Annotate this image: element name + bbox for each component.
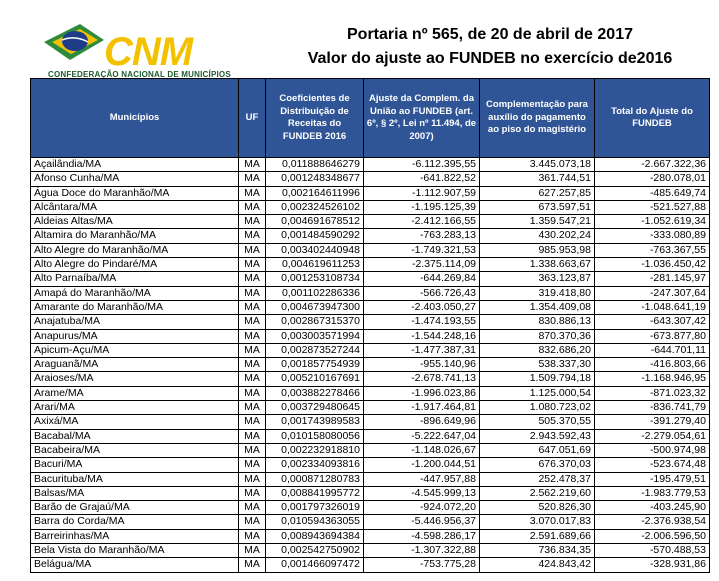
table-row <box>31 272 710 286</box>
cell-complementacao: 505.370,55 <box>480 415 595 429</box>
cell-municipio: Anajatuba/MA <box>31 315 239 329</box>
cell-coeficiente: 0,002164611996 <box>266 186 364 200</box>
cell-complementacao: 3.445.073,18 <box>480 158 595 172</box>
cell-uf: MA <box>239 229 266 243</box>
cell-coeficiente: 0,008943694384 <box>266 529 364 543</box>
cell-ajuste: -1.200.044,51 <box>364 458 480 472</box>
cell-municipio: Barreirinhas/MA <box>31 529 239 543</box>
table-row <box>31 315 710 329</box>
cell-complementacao: 870.370,36 <box>480 329 595 343</box>
cell-uf: MA <box>239 329 266 343</box>
table-row <box>31 358 710 372</box>
cell-total: -521.527,88 <box>595 200 710 214</box>
cell-uf: MA <box>239 458 266 472</box>
cell-coeficiente: 0,001466097472 <box>266 558 364 572</box>
fundeb-table <box>30 78 710 573</box>
cell-ajuste: -2.678.741,13 <box>364 372 480 386</box>
cell-complementacao: 1.338.663,67 <box>480 258 595 272</box>
col-header-total: Total do Ajuste do FUNDEB <box>595 79 710 158</box>
cell-ajuste: -2.403.050,27 <box>364 300 480 314</box>
table-row <box>31 158 710 172</box>
cell-total: -485.649,74 <box>595 186 710 200</box>
cell-complementacao: 430.202,24 <box>480 229 595 243</box>
cell-complementacao: 424.843,42 <box>480 558 595 572</box>
cell-coeficiente: 0,001248348677 <box>266 172 364 186</box>
cell-uf: MA <box>239 443 266 457</box>
table-row <box>31 486 710 500</box>
cell-total: -280.078,01 <box>595 172 710 186</box>
cell-municipio: Alto Alegre do Pindaré/MA <box>31 258 239 272</box>
cell-municipio: Água Doce do Maranhão/MA <box>31 186 239 200</box>
document-title: Portaria nº 565, de 20 de abril de 2017 <box>347 26 633 43</box>
cell-uf: MA <box>239 558 266 572</box>
cell-total: -2.376.938,54 <box>595 515 710 529</box>
table-header-row <box>31 79 710 158</box>
table-row <box>31 186 710 200</box>
cell-complementacao: 3.070.017,83 <box>480 515 595 529</box>
cell-ajuste: -2.375.114,09 <box>364 258 480 272</box>
cell-coeficiente: 0,010594363055 <box>266 515 364 529</box>
cell-coeficiente: 0,001484590292 <box>266 229 364 243</box>
cell-municipio: Arame/MA <box>31 386 239 400</box>
cell-coeficiente: 0,003729480645 <box>266 401 364 415</box>
cell-complementacao: 1.509.794,18 <box>480 372 595 386</box>
cell-uf: MA <box>239 515 266 529</box>
cell-total: -1.036.450,42 <box>595 258 710 272</box>
col-header-municipios: Municípios <box>31 79 239 158</box>
cell-total: -391.279,40 <box>595 415 710 429</box>
cell-coeficiente: 0,001743989583 <box>266 415 364 429</box>
cell-complementacao: 319.418,80 <box>480 286 595 300</box>
cell-complementacao: 627.257,85 <box>480 186 595 200</box>
cell-coeficiente: 0,004619611253 <box>266 258 364 272</box>
cell-uf: MA <box>239 300 266 314</box>
cell-uf: MA <box>239 429 266 443</box>
cell-coeficiente: 0,002232918810 <box>266 443 364 457</box>
cell-coeficiente: 0,005210167691 <box>266 372 364 386</box>
table-row <box>31 200 710 214</box>
table-row <box>31 415 710 429</box>
table-row <box>31 372 710 386</box>
cell-municipio: Arari/MA <box>31 401 239 415</box>
cell-coeficiente: 0,002542750902 <box>266 544 364 558</box>
cell-uf: MA <box>239 158 266 172</box>
cell-uf: MA <box>239 486 266 500</box>
cell-municipio: Alto Parnaíba/MA <box>31 272 239 286</box>
cell-coeficiente: 0,008841995772 <box>266 486 364 500</box>
cell-uf: MA <box>239 315 266 329</box>
cell-coeficiente: 0,002324526102 <box>266 200 364 214</box>
cell-municipio: Barra do Corda/MA <box>31 515 239 529</box>
cell-total: -570.488,53 <box>595 544 710 558</box>
table-row <box>31 458 710 472</box>
cell-uf: MA <box>239 501 266 515</box>
cell-uf: MA <box>239 343 266 357</box>
cell-uf: MA <box>239 358 266 372</box>
cell-uf: MA <box>239 172 266 186</box>
cell-ajuste: -447.957,88 <box>364 472 480 486</box>
cell-complementacao: 832.686,20 <box>480 343 595 357</box>
cell-complementacao: 736.834,35 <box>480 544 595 558</box>
cell-complementacao: 1.354.409,08 <box>480 300 595 314</box>
cell-total: -281.145,97 <box>595 272 710 286</box>
table-row <box>31 529 710 543</box>
cnm-logo <box>40 20 231 82</box>
cell-coeficiente: 0,000871280783 <box>266 472 364 486</box>
cell-total: -1.052.619,34 <box>595 215 710 229</box>
cell-coeficiente: 0,002873527244 <box>266 343 364 357</box>
cell-total: -333.080,89 <box>595 229 710 243</box>
cell-municipio: Araguanã/MA <box>31 358 239 372</box>
cell-total: -643.307,42 <box>595 315 710 329</box>
cell-ajuste: -4.598.286,17 <box>364 529 480 543</box>
cell-ajuste: -1.148.026,67 <box>364 443 480 457</box>
table-row <box>31 558 710 572</box>
cell-uf: MA <box>239 372 266 386</box>
brazil-flag-icon <box>40 20 110 70</box>
cell-ajuste: -641.822,52 <box>364 172 480 186</box>
table-row <box>31 501 710 515</box>
cell-total: -836.741,79 <box>595 401 710 415</box>
cell-total: -523.674,48 <box>595 458 710 472</box>
cell-complementacao: 2.943.592,43 <box>480 429 595 443</box>
cell-complementacao: 985.953,98 <box>480 243 595 257</box>
cell-uf: MA <box>239 415 266 429</box>
cell-ajuste: -955.140,96 <box>364 358 480 372</box>
cell-total: -195.479,51 <box>595 472 710 486</box>
cell-uf: MA <box>239 272 266 286</box>
cell-municipio: Axixá/MA <box>31 415 239 429</box>
cell-coeficiente: 0,001253108734 <box>266 272 364 286</box>
cell-complementacao: 1.125.000,54 <box>480 386 595 400</box>
col-header-complementacao: Complementação para auxílio do pagamento ao piso do magistério <box>480 79 595 158</box>
col-header-coeficientes: Coeficientes de Distribuição de Receitas do FUNDEB 2016 <box>266 79 364 158</box>
cell-coeficiente: 0,003402440948 <box>266 243 364 257</box>
cell-municipio: Apicum-Açu/MA <box>31 343 239 357</box>
table-row <box>31 472 710 486</box>
cell-complementacao: 361.744,51 <box>480 172 595 186</box>
cell-municipio: Anapurus/MA <box>31 329 239 343</box>
cell-municipio: Araioses/MA <box>31 372 239 386</box>
cell-municipio: Balsas/MA <box>31 486 239 500</box>
cell-coeficiente: 0,001102286336 <box>266 286 364 300</box>
cell-municipio: Açailândia/MA <box>31 158 239 172</box>
table-row <box>31 229 710 243</box>
cell-total: -403.245,90 <box>595 501 710 515</box>
cell-coeficiente: 0,001797326019 <box>266 501 364 515</box>
cell-total: -763.367,55 <box>595 243 710 257</box>
cell-uf: MA <box>239 258 266 272</box>
cell-ajuste: -924.072,20 <box>364 501 480 515</box>
cell-complementacao: 2.562.219,60 <box>480 486 595 500</box>
cell-coeficiente: 0,002867315370 <box>266 315 364 329</box>
table-row <box>31 300 710 314</box>
cell-uf: MA <box>239 186 266 200</box>
cell-ajuste: -1.112.907,59 <box>364 186 480 200</box>
cell-ajuste: -4.545.999,13 <box>364 486 480 500</box>
cell-ajuste: -1.749.321,53 <box>364 243 480 257</box>
cell-ajuste: -1.996.023,86 <box>364 386 480 400</box>
table-row <box>31 401 710 415</box>
cell-uf: MA <box>239 243 266 257</box>
cell-uf: MA <box>239 401 266 415</box>
cell-municipio: Bela Vista do Maranhão/MA <box>31 544 239 558</box>
table-body <box>31 158 710 573</box>
cell-municipio: Bacuri/MA <box>31 458 239 472</box>
cell-coeficiente: 0,003003571994 <box>266 329 364 343</box>
cell-ajuste: -5.446.956,37 <box>364 515 480 529</box>
cell-uf: MA <box>239 529 266 543</box>
cell-total: -2.279.054,61 <box>595 429 710 443</box>
cell-ajuste: -2.412.166,55 <box>364 215 480 229</box>
cell-municipio: Amarante do Maranhão/MA <box>31 300 239 314</box>
cell-ajuste: -896.649,96 <box>364 415 480 429</box>
cell-complementacao: 252.478,37 <box>480 472 595 486</box>
cell-complementacao: 673.597,51 <box>480 200 595 214</box>
cell-coeficiente: 0,011888646279 <box>266 158 364 172</box>
table-row <box>31 329 710 343</box>
logo-subtitle: CONFEDERAÇÃO NACIONAL DE MUNICÍPIOS <box>48 70 231 79</box>
cell-ajuste: -5.222.647,04 <box>364 429 480 443</box>
document-subtitle: Valor do ajuste ao FUNDEB no exercício de2016 <box>307 50 673 67</box>
cell-complementacao: 676.370,03 <box>480 458 595 472</box>
table-row <box>31 343 710 357</box>
table-row <box>31 515 710 529</box>
cell-total: -2.006.596,50 <box>595 529 710 543</box>
table-row <box>31 243 710 257</box>
cell-municipio: Bacabeira/MA <box>31 443 239 457</box>
cell-municipio: Aldeias Altas/MA <box>31 215 239 229</box>
cell-coeficiente: 0,003882278466 <box>266 386 364 400</box>
cell-complementacao: 363.123,87 <box>480 272 595 286</box>
cell-municipio: Bacurituba/MA <box>31 472 239 486</box>
cell-total: -1.048.641,19 <box>595 300 710 314</box>
cell-total: -673.877,80 <box>595 329 710 343</box>
cell-coeficiente: 0,010158080056 <box>266 429 364 443</box>
cell-ajuste: -1.917.464,81 <box>364 401 480 415</box>
table-row <box>31 544 710 558</box>
cell-coeficiente: 0,004673947300 <box>266 300 364 314</box>
cell-municipio: Alcântara/MA <box>31 200 239 214</box>
cell-total: -328.931,86 <box>595 558 710 572</box>
table-row <box>31 172 710 186</box>
cell-complementacao: 2.591.689,66 <box>480 529 595 543</box>
table-row <box>31 258 710 272</box>
cell-complementacao: 520.826,30 <box>480 501 595 515</box>
cell-ajuste: -1.474.193,55 <box>364 315 480 329</box>
cell-municipio: Belágua/MA <box>31 558 239 572</box>
cell-complementacao: 1.080.723,02 <box>480 401 595 415</box>
table-row <box>31 286 710 300</box>
cell-municipio: Afonso Cunha/MA <box>31 172 239 186</box>
cell-total: -1.983.779,53 <box>595 486 710 500</box>
cell-municipio: Amapá do Maranhão/MA <box>31 286 239 300</box>
col-header-uf: UF <box>239 79 266 158</box>
cell-coeficiente: 0,001857754939 <box>266 358 364 372</box>
cell-uf: MA <box>239 544 266 558</box>
cell-total: -416.803,66 <box>595 358 710 372</box>
cell-ajuste: -1.477.387,31 <box>364 343 480 357</box>
cell-uf: MA <box>239 286 266 300</box>
cell-municipio: Barão de Grajaú/MA <box>31 501 239 515</box>
cell-ajuste: -1.544.248,16 <box>364 329 480 343</box>
cell-coeficiente: 0,004691678512 <box>266 215 364 229</box>
col-header-ajuste: Ajuste da Complem. da União ao FUNDEB (art. 6º, § 2º, Lei nº 11.494, de 2007) <box>364 79 480 158</box>
cell-uf: MA <box>239 200 266 214</box>
cell-ajuste: -1.195.125,39 <box>364 200 480 214</box>
cell-total: -500.974,98 <box>595 443 710 457</box>
cell-complementacao: 647.051,69 <box>480 443 595 457</box>
cell-ajuste: -644.269,84 <box>364 272 480 286</box>
cell-complementacao: 1.359.547,21 <box>480 215 595 229</box>
cell-municipio: Alto Alegre do Maranhão/MA <box>31 243 239 257</box>
cell-municipio: Altamira do Maranhão/MA <box>31 229 239 243</box>
cell-ajuste: -566.726,43 <box>364 286 480 300</box>
table-row <box>31 443 710 457</box>
cell-total: -644.701,11 <box>595 343 710 357</box>
cell-uf: MA <box>239 472 266 486</box>
cell-ajuste: -1.307.322,88 <box>364 544 480 558</box>
cell-total: -2.667.322,36 <box>595 158 710 172</box>
cell-municipio: Bacabal/MA <box>31 429 239 443</box>
cell-ajuste: -763.283,13 <box>364 229 480 243</box>
cell-uf: MA <box>239 386 266 400</box>
table-row <box>31 215 710 229</box>
logo-text: CNM <box>104 30 193 74</box>
cell-total: -247.307,64 <box>595 286 710 300</box>
cell-ajuste: -753.775,28 <box>364 558 480 572</box>
cell-complementacao: 830.886,13 <box>480 315 595 329</box>
cell-uf: MA <box>239 215 266 229</box>
table-row <box>31 429 710 443</box>
cell-ajuste: -6.112.395,55 <box>364 158 480 172</box>
cell-coeficiente: 0,002334093816 <box>266 458 364 472</box>
cell-total: -871.023,32 <box>595 386 710 400</box>
cell-total: -1.168.946,95 <box>595 372 710 386</box>
cell-complementacao: 538.337,30 <box>480 358 595 372</box>
table-row <box>31 386 710 400</box>
